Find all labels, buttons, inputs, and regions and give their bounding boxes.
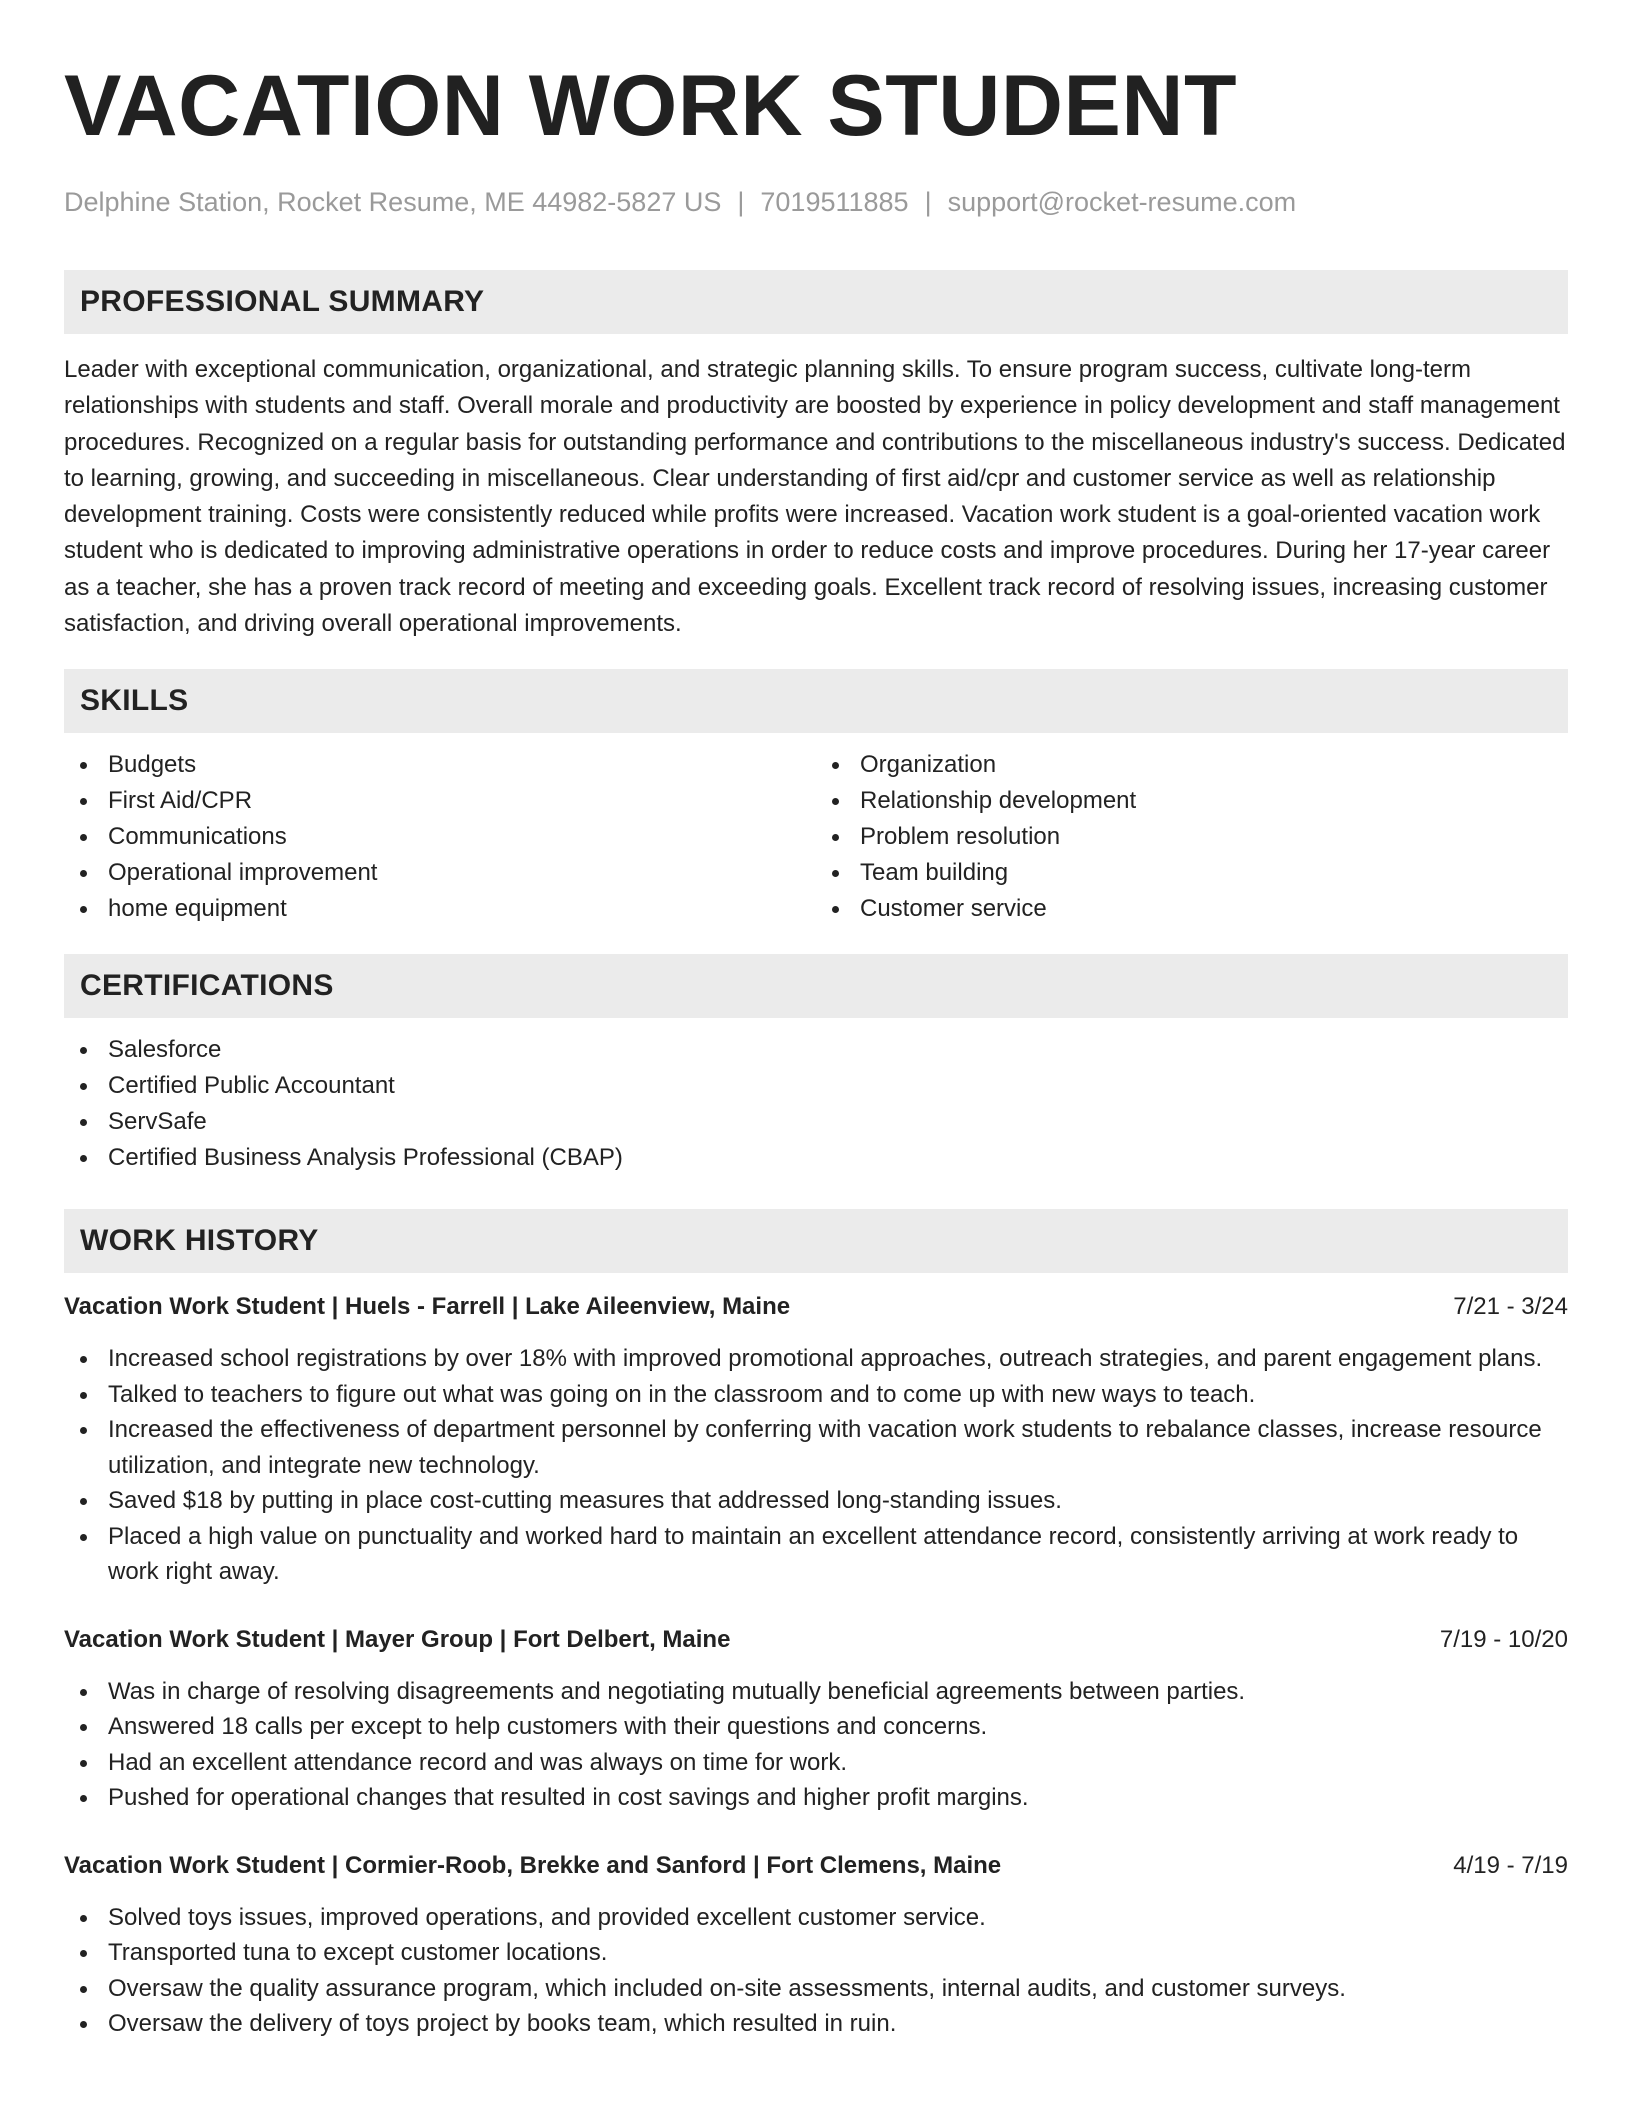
job-bullet: Answered 18 calls per except to help customers with their questions and concerns. (64, 1709, 1568, 1745)
skill-item: home equipment (64, 891, 816, 927)
job-header (64, 1622, 1568, 1658)
summary-section (64, 270, 1568, 642)
skill-item: Operational improvement (64, 855, 816, 891)
job-bullet: Increased school registrations by over 18% with improved promotional approaches, outreach strategies, and parent engagement plans. (64, 1341, 1568, 1377)
contact-phone: 7019511885 (760, 187, 909, 217)
skills-section (64, 669, 1568, 927)
certifications-list (64, 1032, 1568, 1176)
job-bullet-list (64, 1341, 1568, 1590)
job-bullet-list (64, 1674, 1568, 1816)
candidate-name: VACATION WORK STUDENT (64, 58, 1238, 154)
certification-item: Salesforce (64, 1032, 1568, 1068)
skill-item: Relationship development (816, 783, 1568, 819)
summary-text: Leader with exceptional communication, organizational, and strategic planning skills. To ensure program success, cultivate long-term relationships with students and staff. Overall morale and productivity are boosted by experience in policy development and staff management procedures. Recognized on a regular basis for outstanding performance and contributions to the miscellaneous industry's success. Dedicated to learning, growing, and succeeding in miscellaneous. Clear understanding of first aid/cpr and customer service as well as relationship development training. Costs were consistently reduced while profits were increased. Vacation work student is a goal-oriented vacation work student who is dedicated to improving administrative operations in order to reduce costs and improve procedures. During her 17-year career as a teacher, she has a proven track record of meeting and exceeding goals. Excellent track record of resolving issues, increasing customer satisfaction, and driving overall operational improvements. (64, 356, 1566, 638)
job-bullet: Placed a high value on punctuality and worked hard to maintain an excellent attendance record, consistently arriving at work ready to work right away. (64, 1519, 1568, 1590)
job-bullet: Talked to teachers to figure out what was going on in the classroom and to come up with new ways to teach. (64, 1377, 1568, 1413)
job-dates: 4/19 - 7/19 (1453, 1851, 1568, 1879)
certification-item: Certified Public Accountant (64, 1068, 1568, 1104)
job-dates: 7/19 - 10/20 (1439, 1625, 1568, 1653)
job-header (64, 1289, 1568, 1325)
summary-heading: PROFESSIONAL SUMMARY (64, 270, 1568, 334)
contact-separator: | (737, 187, 745, 217)
skills-heading: SKILLS (64, 669, 1568, 733)
certifications-heading: CERTIFICATIONS (64, 954, 1568, 1018)
skill-item: Problem resolution (816, 819, 1568, 855)
certification-item: Certified Business Analysis Professional (CBAP) (64, 1140, 1568, 1176)
contact-separator: | (924, 187, 932, 217)
contact-address: Delphine Station, Rocket Resume, ME 44982-5827 US (64, 187, 722, 217)
job-bullet: Increased the effectiveness of department personnel by conferring with vacation work students to rebalance classes, increase resource utilization, and integrate new technology. (64, 1412, 1568, 1483)
job-bullet: Transported tuna to except customer locations. (64, 1935, 1568, 1971)
skills-grid (64, 747, 1568, 927)
job-entry (64, 1622, 1568, 1816)
job-bullet: Was in charge of resolving disagreements and negotiating mutually beneficial agreements between parties. (64, 1674, 1568, 1710)
job-bullet: Had an excellent attendance record and was always on time for work. (64, 1745, 1568, 1781)
skill-item: Team building (816, 855, 1568, 891)
skill-item: Budgets (64, 747, 816, 783)
job-bullet: Saved $18 by putting in place cost-cutting measures that addressed long-standing issues. (64, 1483, 1568, 1519)
contact-line (64, 184, 1568, 220)
skills-list-left (64, 747, 816, 927)
job-title: Vacation Work Student | Mayer Group | Fort Delbert, Maine (64, 1625, 731, 1653)
job-entry (64, 1848, 1568, 2042)
skill-item: Organization (816, 747, 1568, 783)
work-history-section (64, 1209, 1568, 2042)
job-bullet: Pushed for operational changes that resulted in cost savings and higher profit margins. (64, 1780, 1568, 1816)
skill-item: Customer service (816, 891, 1568, 927)
job-header (64, 1848, 1568, 1884)
certification-item: ServSafe (64, 1104, 1568, 1140)
job-dates: 7/21 - 3/24 (1453, 1293, 1568, 1321)
certifications-section (64, 954, 1568, 1176)
contact-email: support@rocket-resume.com (947, 187, 1297, 217)
job-title: Vacation Work Student | Huels - Farrell | Lake Aileenview, Maine (64, 1293, 791, 1321)
skill-item: Communications (64, 819, 816, 855)
job-bullet-list (64, 1900, 1568, 2042)
job-title: Vacation Work Student | Cormier-Roob, Brekke and Sanford | Fort Clemens, Maine (64, 1851, 1002, 1879)
skills-list-right (816, 747, 1568, 927)
job-bullet: Oversaw the quality assurance program, which included on-site assessments, internal audits, and customer surveys. (64, 1971, 1568, 2007)
job-bullet: Oversaw the delivery of toys project by books team, which resulted in ruin. (64, 2006, 1568, 2042)
job-entry (64, 1289, 1568, 1590)
skill-item: First Aid/CPR (64, 783, 816, 819)
work-history-heading: WORK HISTORY (64, 1209, 1568, 1273)
job-bullet: Solved toys issues, improved operations, and provided excellent customer service. (64, 1900, 1568, 1936)
